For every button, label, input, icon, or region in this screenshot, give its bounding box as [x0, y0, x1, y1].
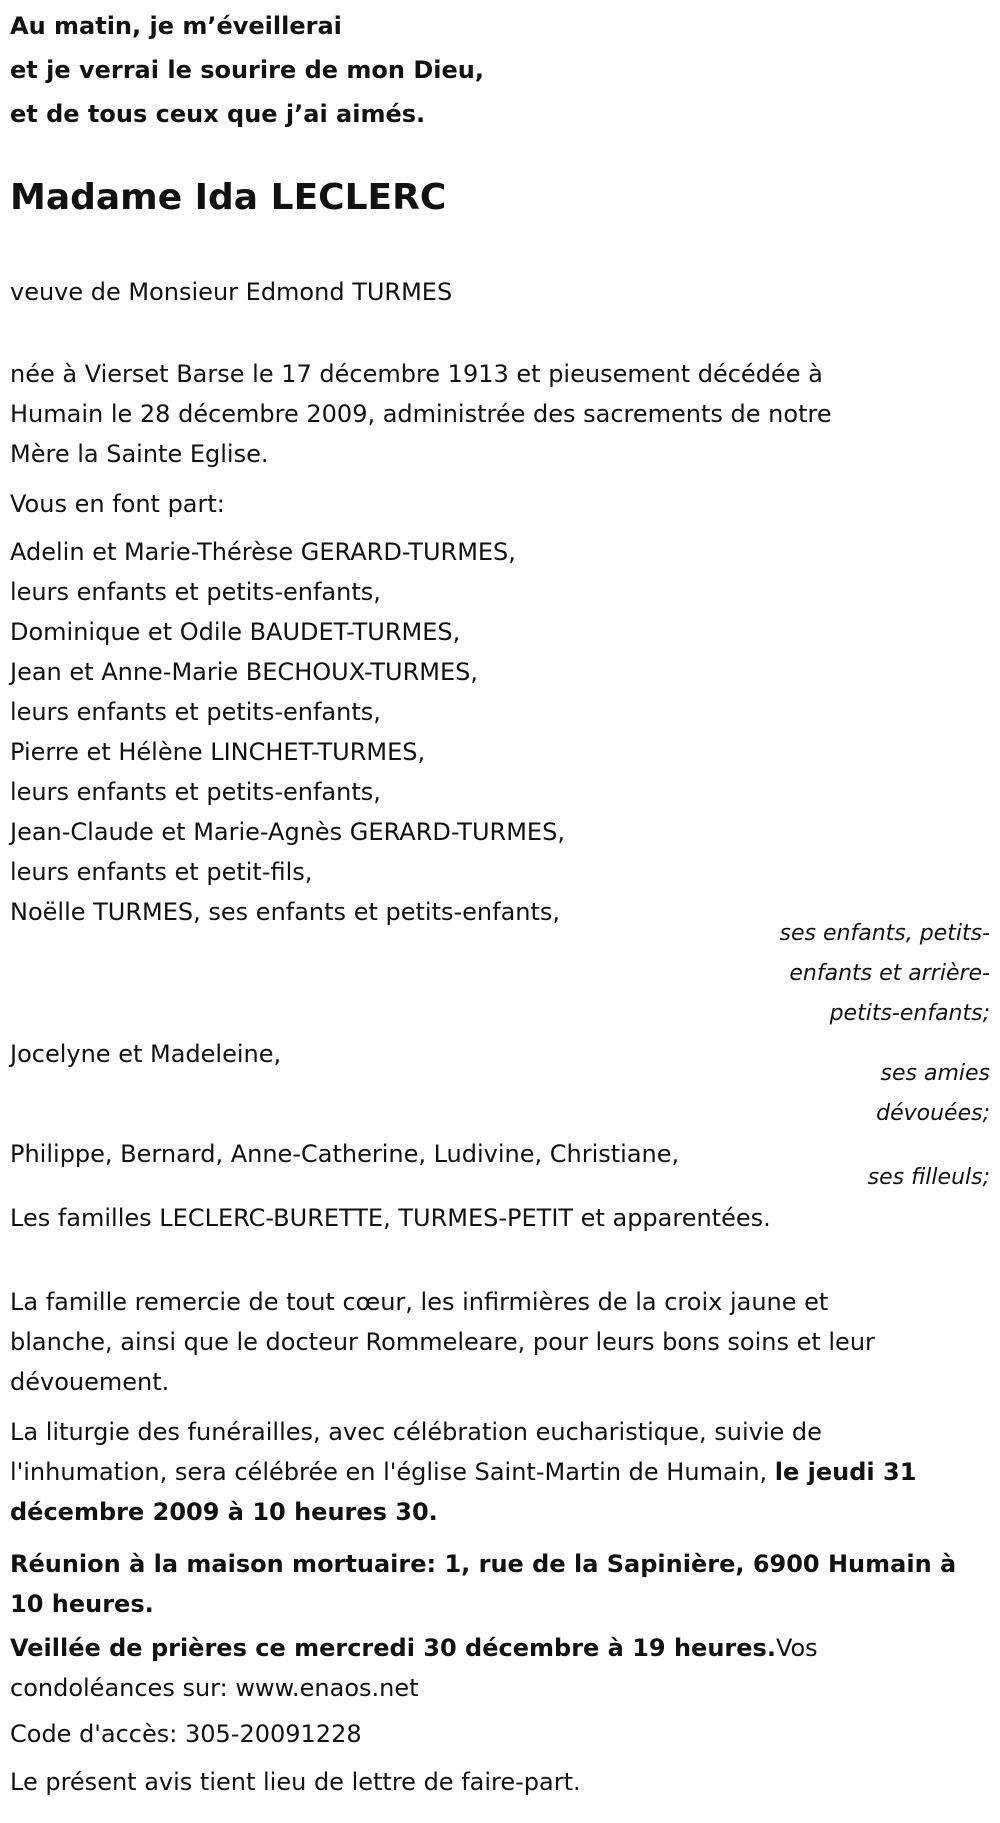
list-item: leurs enfants et petit-fils,	[10, 858, 313, 886]
birth-death-line: Mère la Sainte Eglise.	[10, 440, 269, 468]
friends-relation	[876, 1054, 990, 1134]
list-item: Pierre et Hélène LINCHET-TURMES,	[10, 738, 426, 766]
list-item: Adelin et Marie-Thérèse GERARD-TURMES,	[10, 538, 516, 566]
epigraph-line: et je verrai le sourire de mon Dieu,	[10, 56, 484, 84]
reunion-paragraph	[10, 1544, 1000, 1624]
epigraph-line: et de tous ceux que j’ai aimés.	[10, 100, 426, 128]
birth-death-paragraph	[10, 354, 1000, 474]
birth-death-line: Humain le 28 décembre 2009, administrée des sacrements de notre	[10, 400, 832, 428]
epigraph	[10, 4, 990, 136]
vigil-line	[10, 1628, 1000, 1668]
list-item: Jean-Claude et Marie-Agnès GERARD-TURMES,	[10, 818, 565, 846]
list-item: Jean et Anne-Marie BECHOUX-TURMES,	[10, 658, 479, 686]
list-item: Dominique et Odile BAUDET-TURMES,	[10, 618, 461, 646]
thanks-line: dévouement.	[10, 1368, 170, 1396]
relation-line: ses amies	[880, 1061, 990, 1086]
thanks-line: blanche, ainsi que le docteur Rommeleare, pour leurs bons soins et leur	[10, 1328, 875, 1356]
relation-line: dévouées;	[876, 1101, 990, 1126]
relation-line: enfants et arrière-	[789, 961, 990, 986]
families-line: Les familles LECLERC-BURETTE, TURMES-PETIT et apparentées.	[10, 1204, 771, 1232]
list-item: leurs enfants et petits-enfants,	[10, 698, 381, 726]
children-relation	[780, 914, 990, 1034]
liturgy-date-time: décembre 2009 à 10 heures 30.	[10, 1498, 438, 1526]
liturgy-paragraph	[10, 1412, 1000, 1532]
relation-line: ses enfants, petits-	[779, 921, 990, 946]
thanks-paragraph	[10, 1282, 1000, 1402]
reunion-line: 10 heures.	[10, 1590, 154, 1618]
footer-notice: Le présent avis tient lieu de lettre de faire-part.	[10, 1768, 581, 1796]
access-code: Code d'accès: 305-20091228	[10, 1720, 362, 1748]
vigil-line: condoléances sur: www.enaos.net	[10, 1674, 419, 1702]
liturgy-line	[10, 1492, 1000, 1532]
reunion-line: Réunion à la maison mortuaire: 1, rue de la Sapinière, 6900 Humain à	[10, 1550, 957, 1578]
liturgy-text: l'inhumation, sera célébrée en l'église Saint-Martin de Humain,	[10, 1458, 775, 1486]
list-item: leurs enfants et petits-enfants,	[10, 778, 381, 806]
list-item: leurs enfants et petits-enfants,	[10, 578, 381, 606]
relation-line: petits-enfants;	[829, 1001, 990, 1026]
vigil-paragraph	[10, 1628, 1000, 1708]
spouse-line	[10, 272, 1000, 312]
birth-death-line: née à Vierset Barse le 17 décembre 1913 et pieusement décédée à	[10, 360, 823, 388]
children-list	[10, 532, 1000, 932]
relation-line: ses filleuls;	[867, 1165, 990, 1190]
spouse-text: veuve de Monsieur Edmond TURMES	[10, 278, 453, 306]
announce-line: Vous en font part:	[10, 490, 225, 518]
epigraph-line: Au matin, je m’éveillerai	[10, 12, 342, 40]
friends-line: Jocelyne et Madeleine,	[10, 1040, 282, 1068]
godchildren-line: Philippe, Bernard, Anne-Catherine, Ludivine, Christiane,	[10, 1140, 680, 1168]
godchildren-relation	[868, 1158, 990, 1198]
list-item: Noëlle TURMES, ses enfants et petits-enfants,	[10, 898, 561, 926]
thanks-line: La famille remercie de tout cœur, les infirmières de la croix jaune et	[10, 1288, 829, 1316]
deceased-name: Madame Ida LECLERC	[10, 177, 447, 218]
liturgy-line	[10, 1452, 1000, 1492]
liturgy-line: La liturgie des funérailles, avec célébration eucharistique, suivie de	[10, 1418, 822, 1446]
vigil-condolences: Vos	[775, 1634, 818, 1662]
liturgy-date: le jeudi 31	[774, 1458, 917, 1486]
vigil-text: Veillée de prières ce mercredi 30 décembre à 19 heures.	[10, 1634, 776, 1662]
